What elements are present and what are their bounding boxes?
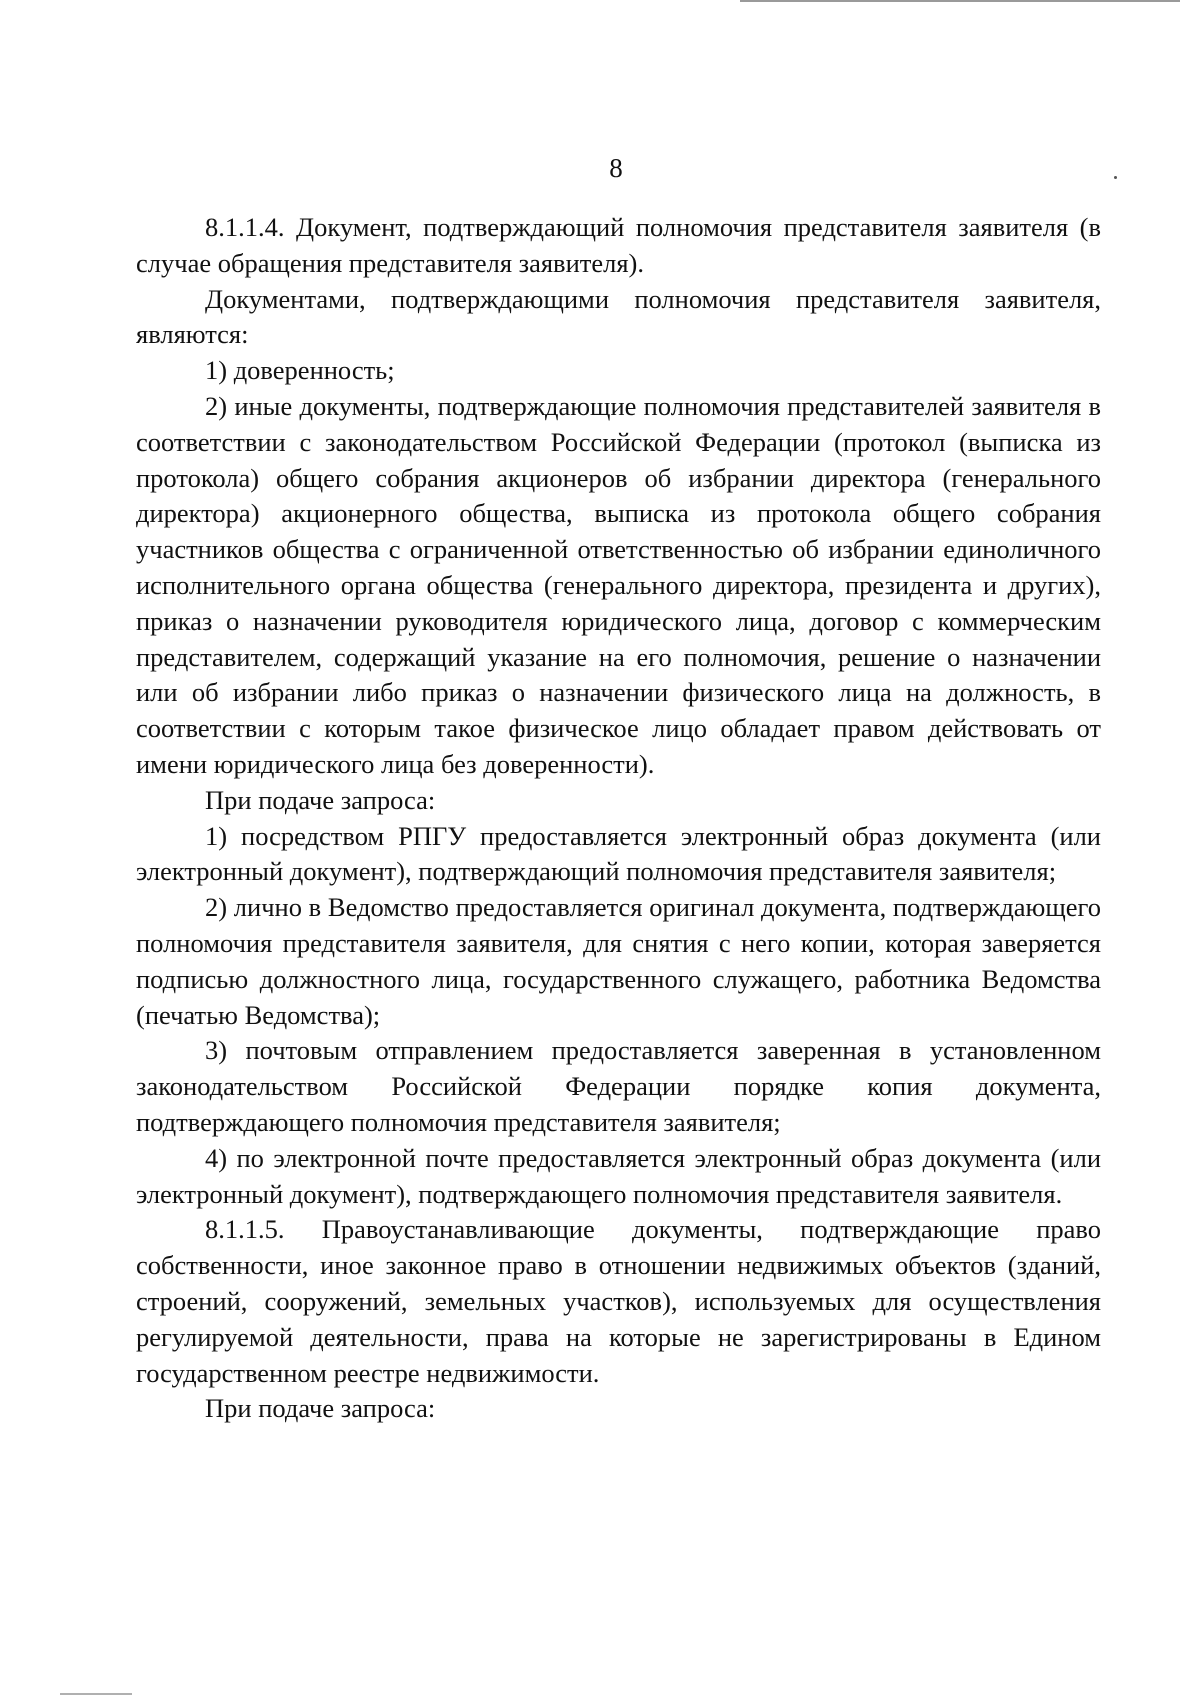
list-item-submission-by-email: 4) по электронной почте предоставляется электронный образ документа (или электронный документ), подтверждающего полномочия представителя заявителя. <box>136 1142 1101 1209</box>
paragraph-request-submission-intro: При подаче запроса: <box>205 784 436 815</box>
page-number: 8 <box>609 153 623 183</box>
list-item-submission-in-person: 2) лично в Ведомство предоставляется оригинал документа, подтверждающего полномочия представителя заявителя, для снятия с него копии, которая заверяется подписью должностного лица, государственного служащего, работника Ведомства (печатью Ведомства); <box>136 892 1101 1030</box>
paragraph-request-submission-intro-2: При подаче запроса: <box>205 1393 436 1424</box>
list-item-power-of-attorney: 1) доверенность; <box>205 355 395 386</box>
list-item-submission-by-post: 3) почтовым отправлением предоставляется заверенная в установленном законодательством Российской Федерации порядке копия документа, подтверждающего полномочия представителя заявителя; <box>136 1035 1101 1137</box>
document-body <box>136 210 1101 1427</box>
paragraph-8-1-1-5-heading: 8.1.1.5. Правоустанавливающие документы, подтверждающие право собственности, иное законное право в отношении недвижимых объектов (зданий, строений, сооружений, земельных участков), используемых для осуществления регулируемой деятельности, права на которые не зарегистрированы в Едином государственном реестре недвижимости. <box>136 1214 1101 1388</box>
paragraph-8-1-1-4-heading: 8.1.1.4. Документ, подтверждающий полномочия представителя заявителя (в случае обращения представителя заявителя). <box>136 212 1101 278</box>
list-item-other-documents: 2) иные документы, подтверждающие полномочия представителей заявителя в соответствии с законодательством Российской Федерации (протокол (выписка из протокола) общего собрания акционеров об избрании директора (генерального директора) акционерного общества, выписка из протокола общего собрания участников общества с ограниченной ответственностью об избрании единоличного исполнительного органа общества (генерального директора, президента и других), приказ о назначении руководителя юридического лица, договор с коммерческим представителем, содержащий указание на его полномочия, решение о назначении или об избрании либо приказ о назначении физического лица на должность, в соответствии с которым такое физическое лицо обладает правом действовать от имени юридического лица без доверенности). <box>136 390 1101 779</box>
list-item-submission-rpgu: 1) посредством РПГУ предоставляется электронный образ документа (или электронный документ), подтверждающий полномочия представителя заявителя; <box>136 820 1101 887</box>
paragraph-representative-documents-intro: Документами, подтверждающими полномочия представителя заявителя, являются: <box>136 283 1101 350</box>
scan-top-edge-line <box>740 0 1180 2</box>
